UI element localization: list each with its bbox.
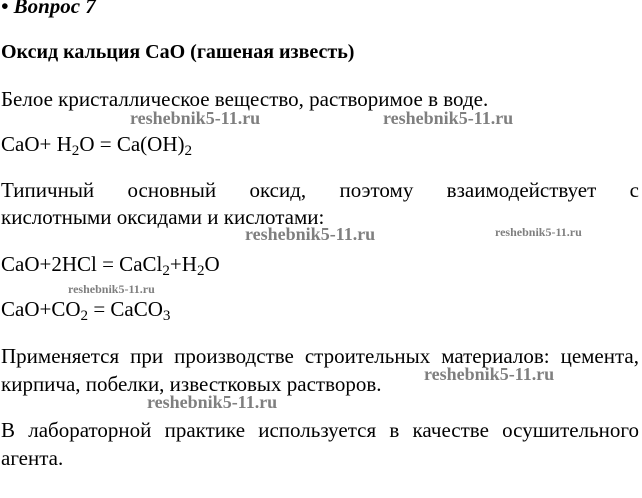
paragraph-oxide-line-2: кислотными оксидами и кислотами: [1,205,325,229]
paragraph-usage-line-2: кирпича, побелки, известковых растворов. [1,372,382,396]
equation-cao-water [1,132,193,160]
equation-part: CaO+ H [1,132,72,156]
description-text: Белое кристаллическое вещество, растворимое в воде. [1,87,489,111]
equation-part: CaO+CO [1,297,81,321]
paragraph-lab-line-2: агента. [1,446,64,470]
equation-part: = CaCO [88,297,163,321]
subscript: 2 [196,263,205,280]
equation-cao-co2 [1,297,171,325]
equation-part: O = Ca(OH) [79,132,185,156]
watermark: reshebnik5-11.ru [68,282,155,296]
equation-cao-hcl [1,252,220,280]
subscript: 2 [80,308,89,325]
watermark: reshebnik5-11.ru [424,364,555,384]
subscript: 2 [71,143,80,160]
paragraph-oxide-line-1: Типичный основный оксид, поэтому взаимодействует с [1,178,639,202]
section-heading: Оксид кальция CaO (гашеная известь) [1,41,355,63]
equation-part: CaO+2HCl = CaCl [1,252,163,276]
subscript: 2 [162,263,170,280]
question-number: • Вопрос 7 [1,0,96,18]
equation-part: +H [169,252,197,276]
watermark: reshebnik5-11.ru [495,225,582,239]
watermark: reshebnik5-11.ru [147,392,278,412]
watermark: reshebnik5-11.ru [383,108,514,128]
watermark: reshebnik5-11.ru [245,224,376,244]
subscript: 2 [184,143,193,160]
equation-part: O [204,252,220,276]
paragraph-usage-line-1: Применяется при производстве строительных материалов: цемента, [1,344,639,368]
paragraph-lab-line-1: В лабораторной практике используется в качестве осушительного [1,418,639,442]
subscript: 3 [162,308,171,325]
watermark: reshebnik5-11.ru [130,108,261,128]
